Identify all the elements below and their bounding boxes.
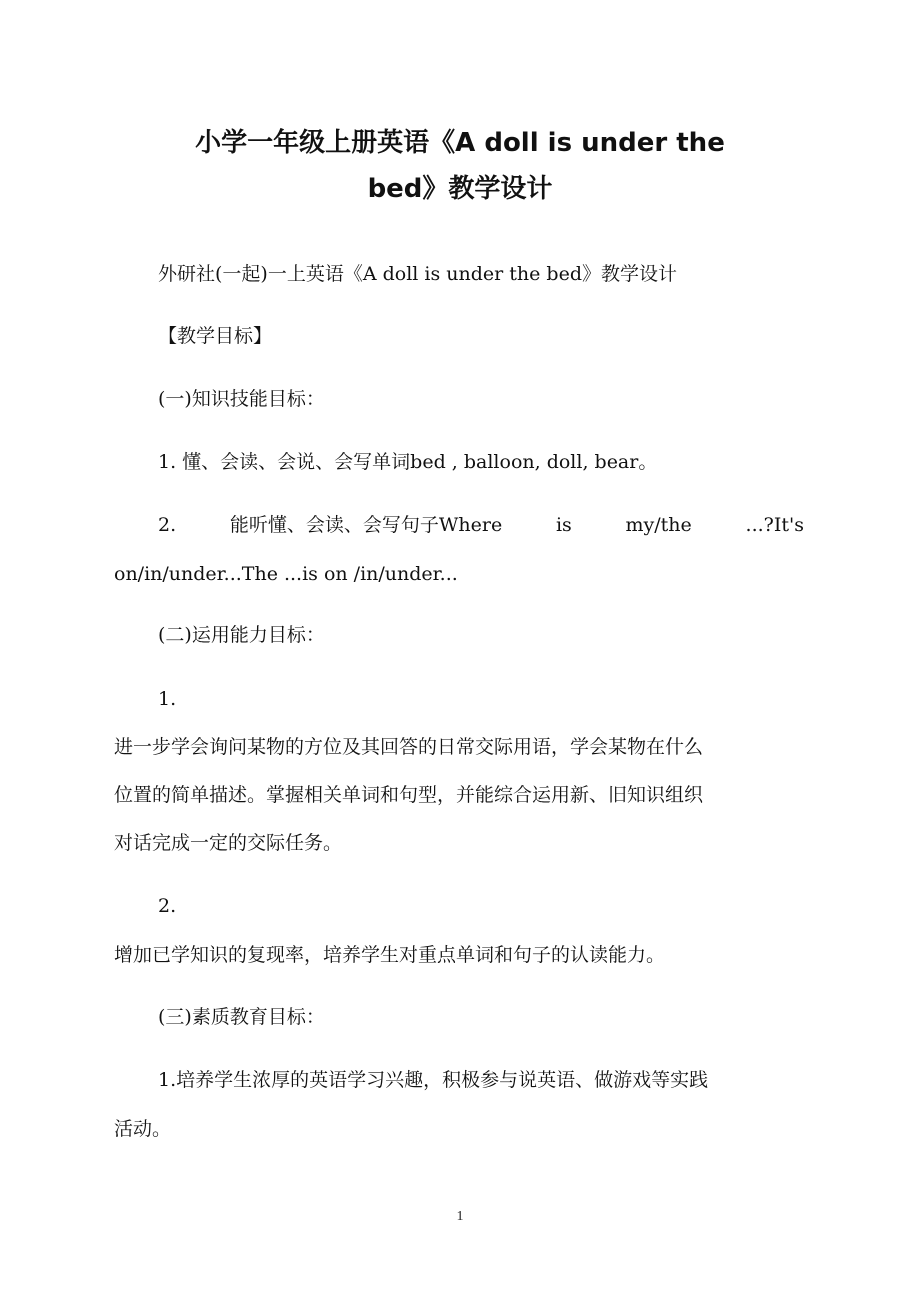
quality-heading: (三)素质教育目标： <box>158 1006 325 1028</box>
knowledge-item-2-word: my/the <box>625 514 692 536</box>
ability-item-1-line: 进一步学会询问某物的方位及其回答的日常交际用语，学会某物在什么 <box>114 736 704 758</box>
quality-item-1-line: 1.培养学生浓厚的英语学习兴趣，积极参与说英语、做游戏等实践 <box>158 1069 709 1091</box>
document-title-line-1: 小学一年级上册英语《A doll is under the <box>195 128 725 158</box>
ability-item-1-line: 对话完成一定的交际任务。 <box>114 832 343 854</box>
knowledge-item-1: 1. 懂、会读、会说、会写单词bed , balloon, doll, bear。 <box>158 451 658 473</box>
ability-item-2-number: 2. <box>158 895 177 917</box>
ability-item-2-text: 增加已学知识的复现率，培养学生对重点单词和句子的认读能力。 <box>114 944 666 966</box>
knowledge-heading: (一)知识技能目标： <box>158 388 325 410</box>
document-subtitle: 外研社(一起)一上英语《A doll is under the bed》教学设计 <box>158 263 677 285</box>
document-title-line-2: bed》教学设计 <box>367 174 553 204</box>
knowledge-item-2-word: 能听懂、会读、会写句子Where <box>229 514 503 536</box>
ability-heading: (二)运用能力目标： <box>158 624 325 646</box>
ability-item-1-number: 1. <box>158 688 177 710</box>
page-number: 1 <box>456 1209 464 1224</box>
knowledge-item-2-line-1 <box>158 512 804 538</box>
quality-item-1-line: 活动。 <box>114 1118 172 1140</box>
knowledge-item-2-word: is <box>555 514 572 536</box>
knowledge-item-2-word: ...?It's <box>745 514 804 536</box>
ability-item-1-line: 位置的简单描述。掌握相关单词和句型，并能综合运用新、旧知识组织 <box>114 784 704 806</box>
section-heading-objectives: 【教学目标】 <box>158 325 273 347</box>
knowledge-item-2-word: 2. <box>158 514 177 536</box>
knowledge-item-2-line-2: on/in/under...The ...is on /in/under... <box>114 563 458 585</box>
